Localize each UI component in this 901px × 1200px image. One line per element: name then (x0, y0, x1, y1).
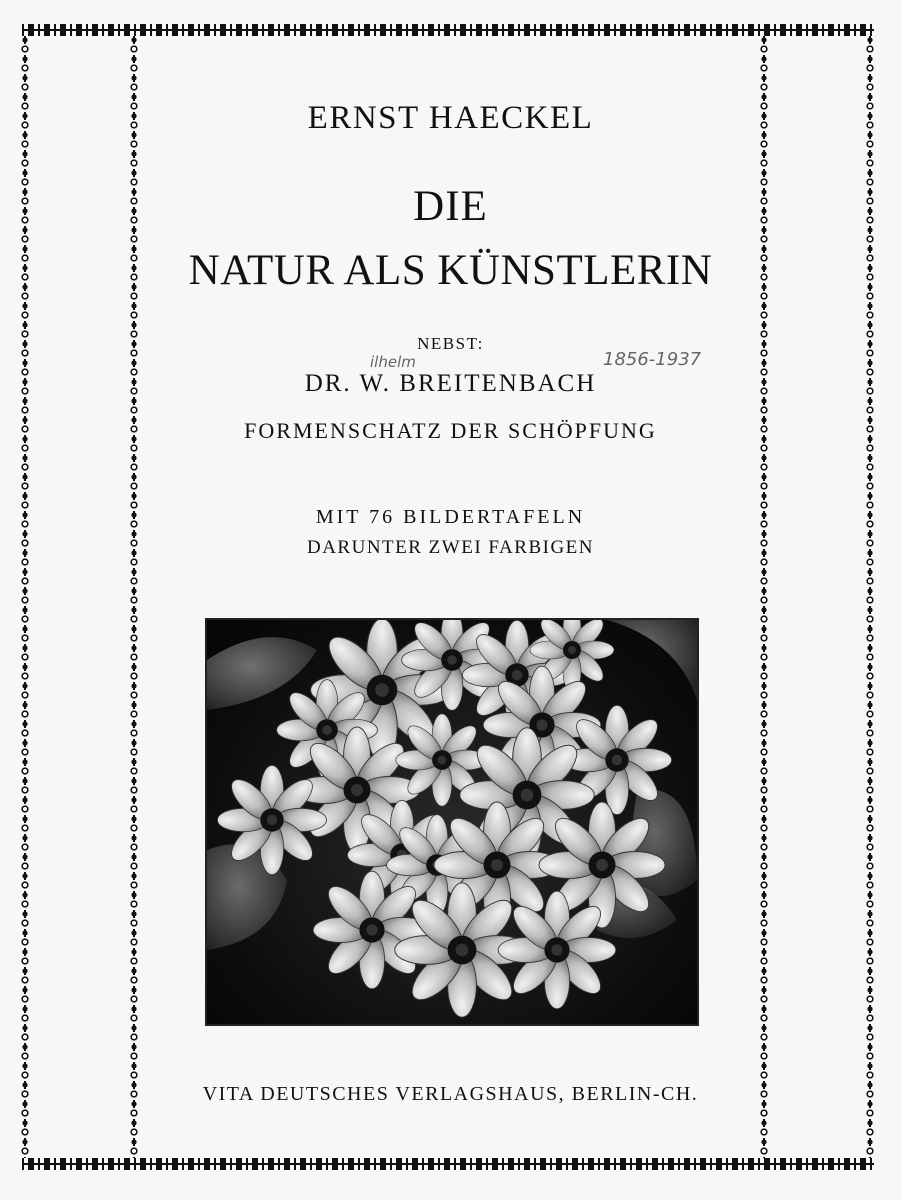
plates-count: MIT 76 BILDERTAFELN (315, 506, 586, 528)
border-ornament-top (22, 24, 874, 36)
handwritten-dates-note: 1856-1937 (603, 349, 702, 370)
author-name: ERNST HAECKEL (307, 100, 594, 136)
subtitle: FORMENSCHATZ DER SCHÖPFUNG (244, 418, 657, 443)
title-line-1: DIE (413, 183, 488, 230)
handwritten-name-note: ilhelm (370, 353, 416, 371)
plates-color-note: DARUNTER ZWEI FARBIGEN (306, 537, 594, 558)
border-ornament-bottom (22, 1158, 874, 1170)
coauthor-name: DR. W. BREITENBACH (304, 370, 597, 397)
publisher-imprint: VITA DEUTSCHES VERLAGSHAUS, BERLIN-CH. (202, 1083, 699, 1105)
flower-bouquet-photo (205, 618, 699, 1026)
title-line-2: NATUR ALS KÜNSTLERIN (188, 247, 713, 294)
flower-illustration (207, 620, 697, 1024)
nebst-label: NEBST: (417, 334, 484, 353)
